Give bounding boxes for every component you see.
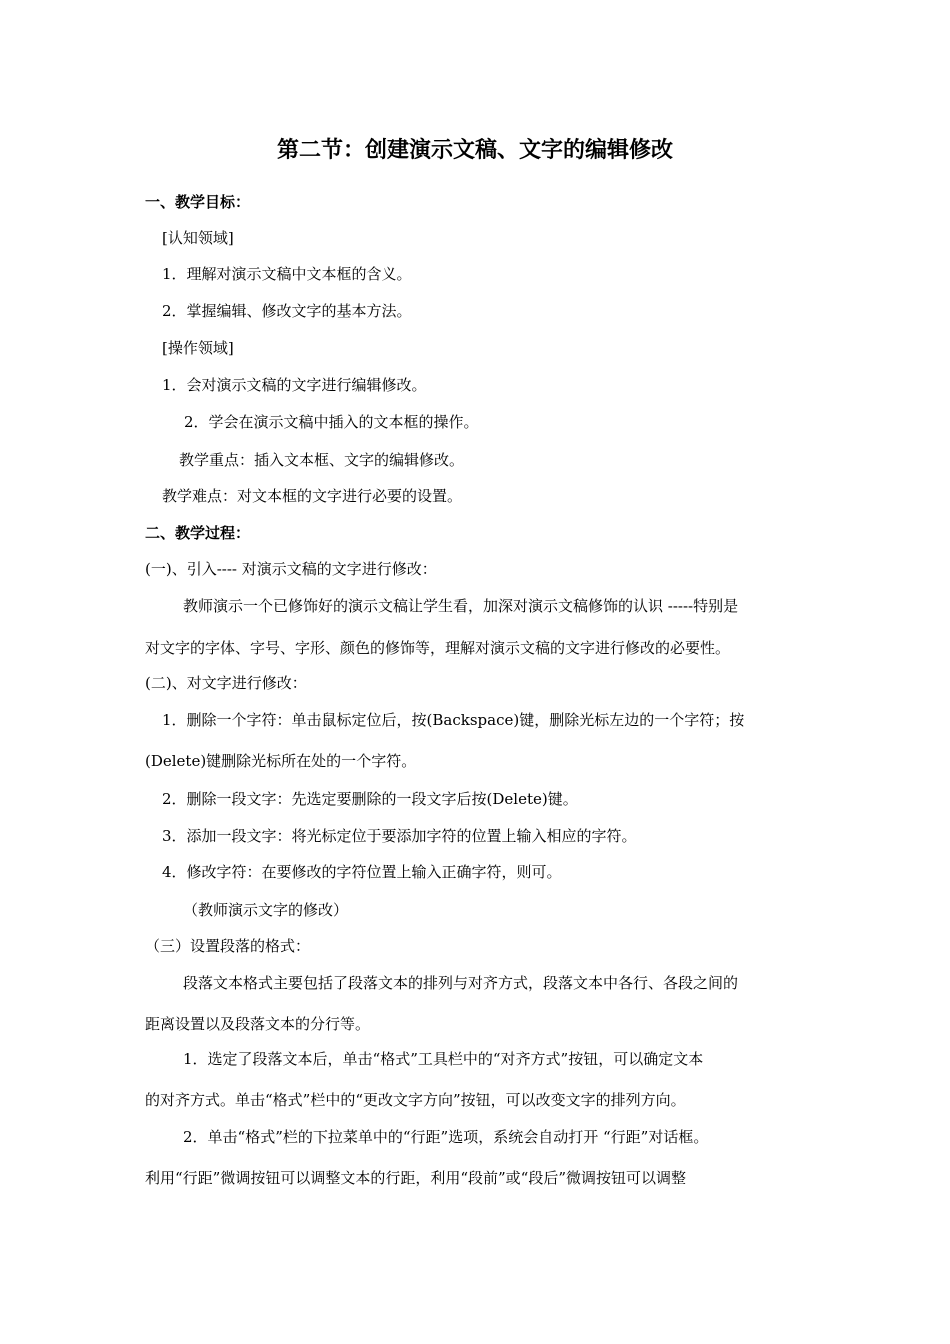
paragraph-line: 利用“行距”微调按钮可以调整文本的行距，利用“段前”或“段后”微调按钮可以调整 [145, 1169, 687, 1187]
list-item: 3．添加一段文字：将光标定位于要添加字符的位置上输入相应的字符。 [162, 827, 637, 845]
section-heading-process: 二、教学过程： [145, 524, 251, 542]
objective-item: 1．会对演示文稿的文字进行编辑修改。 [162, 376, 427, 394]
subsection-paragraph-format: （三）设置段落的格式： [145, 937, 311, 955]
list-item-continued: (Delete)键删除光标所在处的一个字符。 [145, 752, 417, 770]
subsection-modify: (二)、对文字进行修改： [145, 674, 307, 692]
list-item: 1．删除一个字符：单击鼠标定位后，按(Backspace)键，删除光标左边的一个字符；按 [162, 711, 745, 729]
subsection-intro: (一)、引入---- 对演示文稿的文字进行修改： [145, 560, 437, 578]
paragraph-line: 2．单击“格式”栏的下拉菜单中的“行距”选项，系统会自动打开 “行距”对话框。 [183, 1128, 709, 1146]
paragraph-line: 1．选定了段落文本后，单击“格式”工具栏中的“对齐方式”按钮，可以确定文本 [183, 1050, 704, 1068]
objective-item: 2．掌握编辑、修改文字的基本方法。 [162, 302, 412, 320]
paragraph-line: 对文字的字体、字号、字形、颜色的修饰等，理解对演示文稿的文字进行修改的必要性。 [145, 639, 731, 657]
paragraph-line: 的对齐方式。单击“格式”栏中的“更改文字方向”按钮，可以改变文字的排列方向。 [145, 1091, 686, 1109]
paragraph-line: 距离设置以及段落文本的分行等。 [145, 1015, 371, 1033]
list-item: 2．删除一段文字：先选定要删除的一段文字后按(Delete)键。 [162, 790, 578, 808]
subheading-operation: [操作领域] [162, 339, 234, 357]
note-line: （教师演示文字的修改） [183, 901, 349, 919]
objective-item: 1．理解对演示文稿中文本框的含义。 [162, 265, 412, 283]
section-heading-objectives: 一、教学目标： [145, 193, 251, 211]
teaching-difficulty: 教学难点：对文本框的文字进行必要的设置。 [162, 487, 463, 505]
list-item: 4．修改字符：在要修改的字符位置上输入正确字符，则可。 [162, 863, 562, 881]
objective-item: 2．学会在演示文稿中插入的文本框的操作。 [184, 413, 479, 431]
paragraph-line: 段落文本格式主要包括了段落文本的排列与对齐方式，段落文本中各行、各段之间的 [183, 974, 739, 992]
document-title: 第二节：创建演示文稿、文字的编辑修改 [276, 138, 673, 163]
teaching-focus: 教学重点：插入文本框、文字的编辑修改。 [179, 451, 465, 469]
subheading-cognitive: [认知领域] [162, 229, 234, 247]
paragraph-line: 教师演示一个已修饰好的演示文稿让学生看，加深对演示文稿修饰的认识 -----特别是 [183, 597, 739, 615]
